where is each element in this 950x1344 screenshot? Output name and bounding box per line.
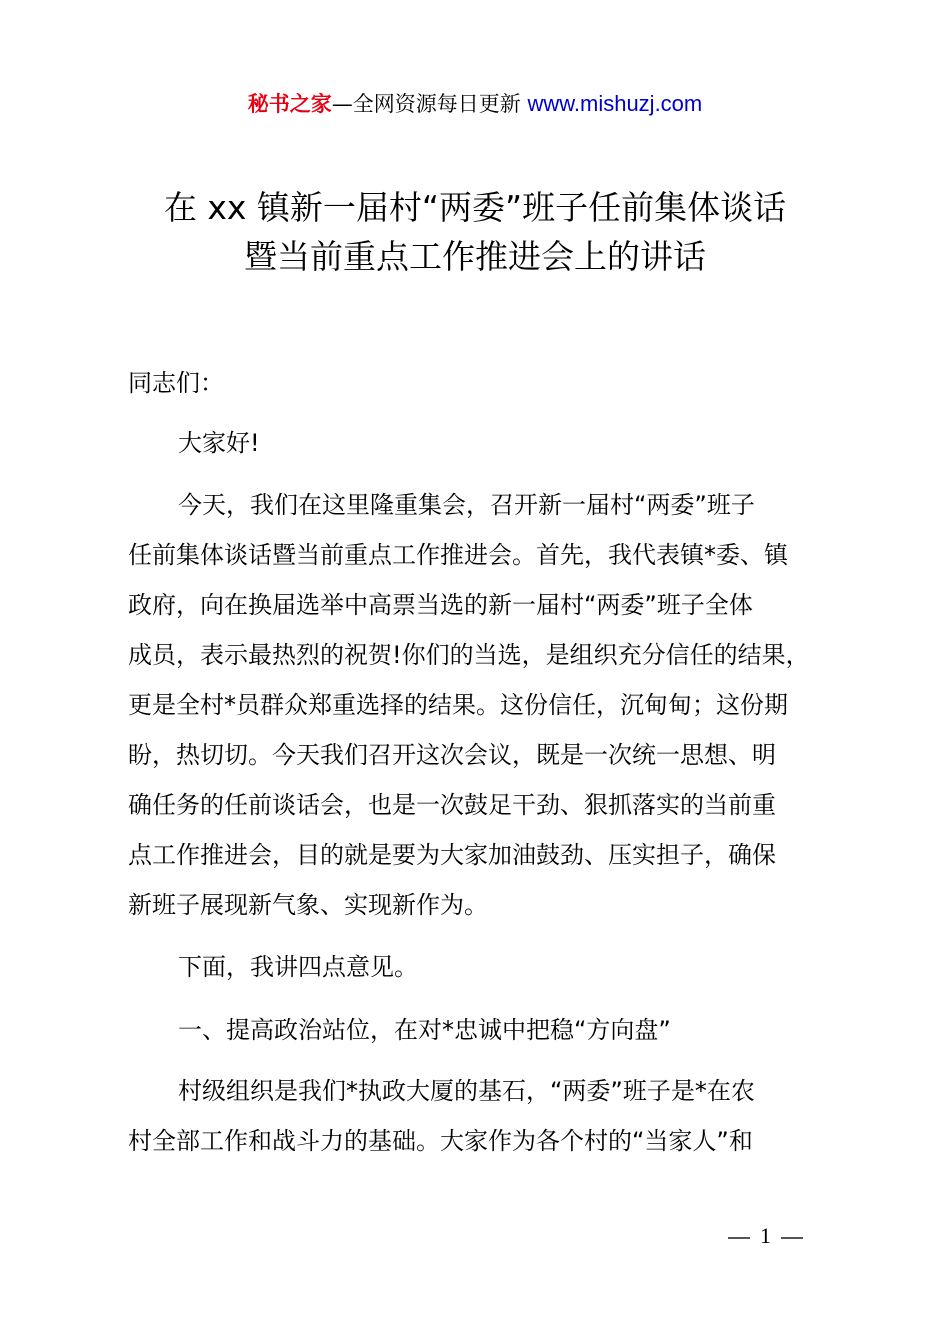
paragraph-opening — [128, 480, 833, 930]
salutation — [128, 358, 833, 408]
paragraph-line: 确任务的任前谈话会，也是一次鼓足干劲、狠抓落实的当前重 — [128, 791, 776, 819]
salutation-text: 同志们： — [128, 369, 224, 397]
paragraph-line: 下面，我讲四点意见。 — [178, 953, 418, 981]
paragraph-line: 新班子展现新气象、实现新作为。 — [128, 891, 488, 919]
greeting — [128, 418, 883, 468]
page-number-text: 1 — [760, 1223, 771, 1248]
paragraph-line: 今天，我们在这里隆重集会，召开新一届村“两委”班子 — [178, 491, 755, 519]
page-dash-right — [781, 1237, 803, 1239]
paragraph-four-points — [128, 942, 883, 992]
banner-slogan: —全网资源每日更新 — [331, 92, 521, 116]
banner-brand: 秘书之家 — [247, 92, 332, 116]
paragraph-line: 更是全村*员群众郑重选择的结果。这份信任，沉甸甸；这份期 — [128, 691, 788, 719]
section-heading-1 — [128, 1005, 883, 1055]
paragraph-section-1 — [128, 1066, 833, 1166]
page-number — [718, 1223, 813, 1249]
paragraph-line: 村级组织是我们*执政大厦的基石，“两委”班子是*在农 — [178, 1077, 755, 1105]
site-banner — [0, 88, 950, 120]
greeting-text: 大家好! — [178, 429, 260, 457]
document-title — [0, 183, 950, 281]
paragraph-line: 盼，热切切。今天我们召开这次会议，既是一次统一思想、明 — [128, 741, 776, 769]
title-line-1: 在 xx 镇新一届村“两委”班子任前集体谈话 — [163, 188, 787, 227]
page-dash-left — [728, 1237, 750, 1239]
paragraph-line: 成员，表示最热烈的祝贺!你们的当选，是组织充分信任的结果， — [128, 641, 810, 669]
paragraph-line: 村全部工作和战斗力的基础。大家作为各个村的“当家人”和 — [128, 1127, 753, 1155]
banner-url[interactable]: www.mishuzj.com — [527, 91, 703, 116]
paragraph-line: 任前集体谈话暨当前重点工作推进会。首先，我代表镇*委、镇 — [128, 541, 788, 569]
title-line-2: 暨当前重点工作推进会上的讲话 — [244, 237, 706, 276]
paragraph-line: 点工作推进会，目的就是要为大家加油鼓劲、压实担子，确保 — [128, 841, 776, 869]
heading-text: 一、提高政治站位，在对*忠诚中把稳“方向盘” — [178, 1016, 671, 1044]
paragraph-line: 政府，向在换届选举中高票当选的新一届村“两委”班子全体 — [128, 591, 753, 619]
